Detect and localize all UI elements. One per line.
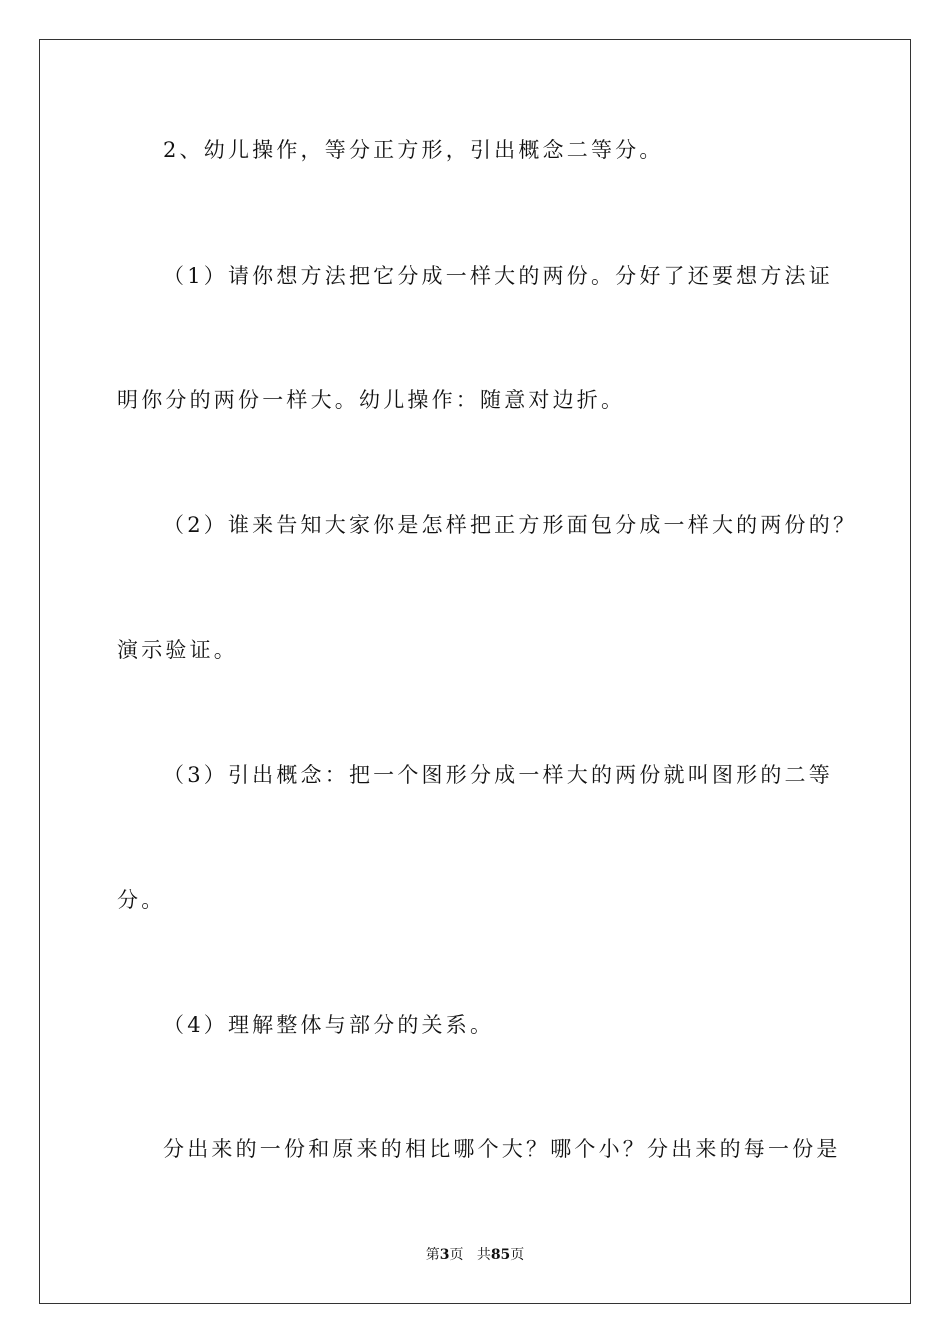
paragraph-line: 分。 <box>117 888 166 912</box>
total-suffix: 页 <box>510 1247 525 1263</box>
paragraph-line: （3）引出概念：把一个图形分成一样大的两份就叫图形的二等 <box>163 763 833 787</box>
paragraph-line: （1）请你想方法把它分成一样大的两份。分好了还要想方法证 <box>163 264 833 288</box>
page-number: 3 <box>439 1247 450 1263</box>
page-footer <box>0 1246 950 1264</box>
page-border <box>39 39 911 1304</box>
total-prefix: 共 <box>476 1247 491 1263</box>
page-prefix: 第 <box>425 1247 440 1263</box>
paragraph-line: 分出来的一份和原来的相比哪个大？哪个小？分出来的每一份是 <box>163 1137 841 1161</box>
total-pages: 85 <box>490 1247 511 1263</box>
page-suffix: 页 <box>449 1247 464 1263</box>
paragraph-line: 演示验证。 <box>117 638 238 662</box>
paragraph-line: 2、幼儿操作，等分正方形，引出概念二等分。 <box>163 138 664 162</box>
paragraph-line: 明你分的两份一样大。幼儿操作：随意对边折。 <box>117 388 626 412</box>
paragraph-line: （2）谁来告知大家你是怎样把正方形面包分成一样大的两份的？ <box>163 513 858 537</box>
paragraph-line: （4）理解整体与部分的关系。 <box>163 1013 495 1037</box>
